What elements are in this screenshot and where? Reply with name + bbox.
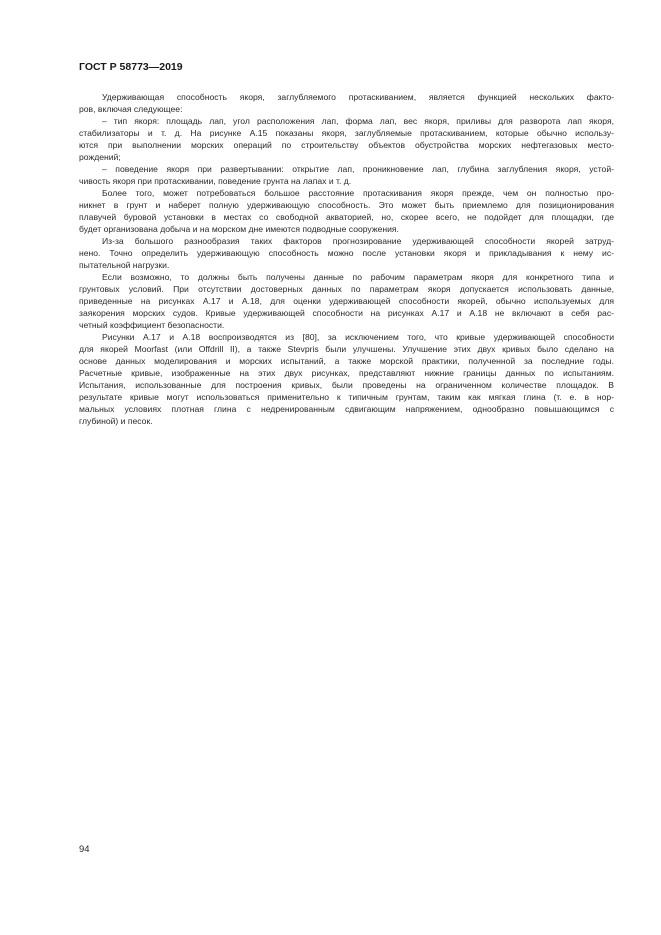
list-item-line: стабилизаторы и т. д. На рисунке А.15 показаны якоря, заглубляемые протаскиванием, которые обычно использу- (79, 128, 614, 138)
text-line: Если возможно, то должны быть получены данные по рабочим параметрам якоря для конкретного типа и (102, 272, 614, 282)
list-item-line: – поведение якоря при развертывании: открытие лап, проникновение лап, глубина заглубления якоря, устой- (102, 164, 614, 174)
text-line: мальных условиях плотная глина с недренированным сдвигающим напряжением, однообразно повышающимся с (79, 404, 614, 414)
list-item-line: чивость якоря при протаскивании, поведение грунта на лапах и т. д. (79, 176, 352, 186)
text-line: Более того, может потребоваться большое расстояние протаскивания якоря прежде, чем он полностью про- (102, 188, 614, 198)
text-line: приведенные на рисунках А.17 и А.18, для оценки удерживающей способности якорей, обычно используемых для (79, 296, 614, 306)
text-line: результате кривые могут использоваться применительно к типичным грунтам, таким как мягкая глина (т. е. в нор- (79, 392, 614, 402)
text-line: плавучей буровой установки в местах со свободной акваторией, но, скорее всего, не подойдет для площадки, где (79, 212, 614, 222)
text-line: Удерживающая способность якоря, заглубляемого протаскиванием, является функцией нескольких факто- (102, 92, 614, 102)
text-line: будет организована добыча и на морском дне имеются подводные сооружения. (79, 224, 399, 234)
document-body (79, 91, 614, 427)
text-line: Расчетные кривые, изображенные на этих двух рисунках, представляют нижние границы данных по испытаниям. (79, 368, 614, 378)
text-line: грунтовых условий. При отсутствии достоверных данных по параметрам якоря допускается использовать данные, (79, 284, 614, 294)
text-line: глубиной) и песок. (79, 416, 153, 426)
text-line: Из-за большого разнообразия таких факторов прогнозирование удерживающей способности якорей затруд- (102, 236, 614, 246)
document-header: ГОСТ Р 58773—2019 (79, 61, 183, 73)
text-line: Испытания, использованные для построения кривых, были проведены на ограниченном количестве площадок. В (79, 380, 614, 390)
text-line: пытательной нагрузки. (79, 260, 170, 270)
text-line: четный коэффициент безопасности. (79, 320, 225, 330)
text-line: нено. Точно определить удерживающую способность можно после установки якоря и прикладывания к нему ис- (79, 248, 614, 258)
text-line: Рисунки А.17 и А.18 воспроизводятся из [80], за исключением того, что кривые удерживающей способности (102, 332, 614, 342)
list-item-line: ются при выполнении морских операций по строительству объектов обустройства морских нефтегазовых место- (79, 140, 614, 150)
page-number: 94 (79, 844, 90, 855)
text-line: никнет в грунт и наберет полную удерживающую способность. Это может быть приемлемо для позиционирования (79, 200, 614, 210)
text-line: ров, включая следующее: (79, 104, 183, 114)
list-item-line: рождений; (79, 152, 121, 162)
text-line: для якорей Moorfast (или Offdrill II), а также Stevpris были улучшены. Улучшение этих двух кривых было сделано на (79, 344, 614, 354)
text-line: заякорения морских судов. Кривые удерживающей способности на рисунках А.17 и А.18 не включают в себя рас- (79, 308, 614, 318)
text-line: основе данных моделирования и морских испытаний, а также морской практики, полученной за последние годы. (79, 356, 614, 366)
list-item-line: – тип якоря: площадь лап, угол расположения лап, форма лап, вес якоря, приливы для разворота лап якоря, (102, 116, 614, 126)
